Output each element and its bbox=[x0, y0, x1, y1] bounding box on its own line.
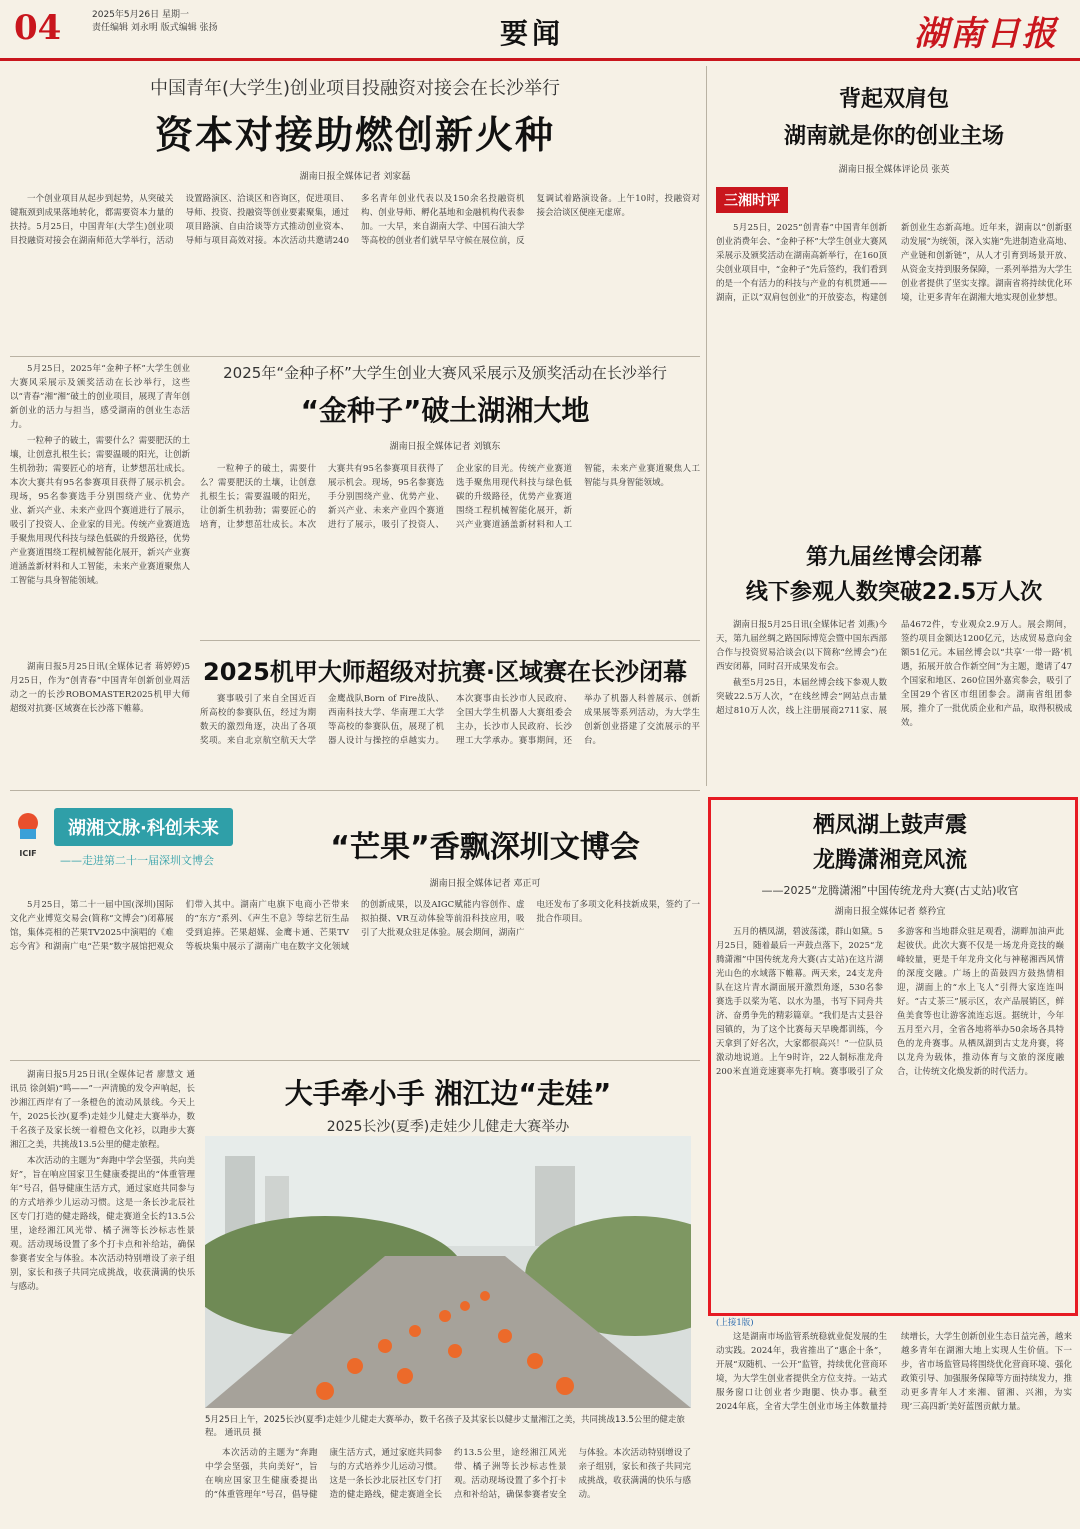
run-photo-caption: 5月25日上午，2025长沙(夏季)走娃少儿健走大赛举办，数千名孩子及其家长以健步丈量湘江之美，共同挑战13.5公里的健走旅程。 通讯员 摄 bbox=[205, 1415, 685, 1438]
run-body: 本次活动的主题为“奔跑中学会坚强，共向美好”，旨在响应国家卫生健康委提出的“体重管理年”号召，倡导健康生活方式，通过家庭共同参与的方式培养少儿运动习惯。这是一条长沙北辰社区专门打造的健走路线，健走赛道全长约13.5公里，途经湘江风光带、橘子洲等长沙标志性景观。活动现场设置了多个打卡点和补给站，确保参赛者安全与体验。本次活动特别增设了亲子组别，家长和孩子共同完成挑战，收获满满的快乐与感动。 bbox=[205, 1448, 691, 1500]
mango-banner-sub: ——走进第二十一届深圳文博会 bbox=[60, 854, 214, 867]
mecha-body: 赛事吸引了来自全国近百所高校的参赛队伍，经过为期数天的激烈角逐，决出了各项奖项。来自北京航空航天大学金鹰战队Born of Fire战队、西南科技大学、华南理工大学等高校的参赛队伍，展现了机器人设计与操控的卓越实力。本次赛事由长沙市人民政府、全国大学生机器人大赛组委会主办，长沙市人民政府、长沙理工大学承办。赛事期间，还举办了机器人科普展示、创新成果展等系列活动，为大学生创新创业搭建了交流展示的平台。 bbox=[200, 694, 700, 746]
commentary-title-2: 湖南就是你的创业主场 bbox=[783, 124, 1004, 149]
run-photo-image bbox=[205, 1136, 691, 1408]
divider bbox=[10, 1060, 700, 1061]
dragon-boat-byline: 湖南日报全媒体记者 蔡矜宜 bbox=[834, 907, 946, 917]
golden-seed-intro: 5月25日，2025年“金种子杯”大学生创业大赛风采展示及颁奖活动在长沙举行，这些以“青春”湘“湘”破土的创业项目，展现了青年创新创业的活力与担当，感受湖南的创业生态活力。 一粒种子的破土，需要什么？需要肥沃的土壤，让创意扎根生长；需要温暖的阳光，让创新生机勃勃；需要匠心的培育，让梦想茁壮成长。本次大赛共有95名参赛项目获得了展示机会。现场，95名参赛选手分别围绕产业、优势产业、新兴产业、未来产业四个赛道进行了展示，吸引了投资人、企业家的目光。传统产业赛道选手聚焦用现代科技与绿色低碳的升级路径，优势产业赛道围绕工程机械智能化展开，新兴产业赛道涵盖新材料和人工智能，未来产业赛道聚焦人工智能与具身智能领域。 bbox=[10, 364, 190, 586]
silk-expo-body: 湖南日报5月25日讯(全媒体记者 刘燕)今天，第九届丝绸之路国际博览会暨中国东西部合作与投资贸易洽谈会(以下简称“丝博会”)在西安闭幕，同时召开成果发布会。 截至5月25日，本届丝博会线下参观人数突破22.5万人次，“在线丝博会”网站点击量超过810万人次，线上注册展商2711家、展品4672件，专业观众2.9万人。展会期间，签约项目金额达1200亿元，达成贸易意向金额51亿元。本届丝博会以“共享‘一带一路’机遇，拓展开放合作新空间”为主题，邀请了47个国家和地区、260位国外嘉宾参会，吸引了全国29个省区市组团参会。湖南省组团参展，推介了一批优质企业和产品，取得积极成效。 bbox=[716, 620, 1072, 728]
golden-seed-body: 一粒种子的破土，需要什么？需要肥沃的土壤，让创意扎根生长；需要温暖的阳光，让创新生机勃勃；需要匠心的培育，让梦想茁壮成长。本次大赛共有95名参赛项目获得了展示机会。现场，95名参赛选手分别围绕产业、优势产业、新兴产业、未来产业四个赛道进行了展示，吸引了投资人、企业家的目光。传统产业赛道选手聚焦用现代科技与绿色低碳的升级路径，优势产业赛道围绕工程机械智能化展开，新兴产业赛道涵盖新材料和人工智能，未来产业赛道聚焦人工智能与具身智能领域。 bbox=[200, 464, 700, 530]
golden-seed-title: “金种子”破土湖湘大地 bbox=[300, 394, 590, 427]
lead-body: 一个创业项目从起步到起势，从突破关键瓶颈到成果落地转化，都需要资本力量的扶持。5月25日，中国青年(大学生)创业项目投融资对接会在湖南师范大学举行，活动设置路演区、洽谈区和咨询区，促进项目、导师、投资、投融资等创业要素聚集，通过项目路演、自由洽谈等方式推动创业资本、导师与项目高效对接。本次活动共邀请240多名青年创业代表以及150余名投融资机构、创业导师、孵化基地和金融机构代表参加。一大早，来自湖南大学、中国石油大学等高校的创业者们就早早守候在展位前，反复调试着路演设备。上午10时，投融资对接会洽谈区便座无虚席。 bbox=[10, 194, 700, 246]
lead-kicker: 中国青年(大学生)创业项目投融资对接会在长沙举行 bbox=[149, 78, 561, 99]
silk-expo-title-1: 第九届丝博会闭幕 bbox=[805, 545, 982, 570]
run-title: 大手牵小手 湘江边“走娃” bbox=[284, 1077, 612, 1110]
divider bbox=[200, 640, 700, 641]
mango-banner bbox=[10, 808, 260, 868]
issue-editors: 责任编辑 刘永明 版式编辑 张扬 bbox=[92, 23, 218, 33]
dragon-boat-article bbox=[716, 808, 1064, 1303]
commentary-tag: 三湘时评 bbox=[716, 187, 1072, 213]
run-lede: 湖南日报5月25日讯(全媒体记者 廖慧文 通讯员 徐剑娟)“鸣——”一声清脆的发令声响起，长沙湘江西岸有了一条橙色的流动风景线。今天上午，2025长沙(夏季)走娃少儿健走大赛举办，数千名孩子及家长统一着橙色文化衫，以跑步大赛湘江之美，共挑战13.5公里的健走旅程。 本次活动的主题为“奔跑中学会坚强，共向美好”，旨在响应国家卫生健康委提出的“体重管理年”号召，倡导健康生活方式，通过家庭共同参与的方式培养少儿运动习惯。这是一条长沙北辰社区专门打造的健走路线，健走赛道全长约13.5公里，途经湘江风光带、橘子洲等长沙标志性景观。活动现场设置了多个打卡点和补给站，确保参赛者安全与体验。本次活动特别增设了亲子组别，家长和孩子共同完成挑战，收获满满的快乐与感动。 bbox=[10, 1070, 195, 1292]
lead-title: 资本对接助燃创新火种 bbox=[154, 113, 555, 157]
commentary-title-1: 背起双肩包 bbox=[838, 87, 949, 112]
mecha-lede: 湖南日报5月25日讯(全媒体记者 蒋婷婷)5月25日，作为“创青春”中国青年创新创业周活动之一的长沙ROBOMASTER2025机甲大师超级对抗赛·区域赛在长沙落下帷幕。 bbox=[10, 662, 190, 714]
mango-banner-title: 湖湘文脉·科创未来 bbox=[54, 808, 233, 846]
dragon-boat-title-1: 栖凤湖上鼓声震 bbox=[812, 813, 967, 838]
continued-body: 这是湖南市场监管系统稳就业促发展的生动实践。2024年，我省推出了“惠企十条”，开展“双随机、一公开”监管，持续优化营商环境，为大学生创业者提供全方位支持。一站式服务窗口让创业者少跑腿、快办事。截至2024年底，全省大学生创业市场主体数量持续增长，大学生创新创业生态日益完善，越来越多青年在湖湘大地上实现人生价值。下一步，省市场监管局将围绕优化营商环境、强化政策引导、加强服务保障等方面持续发力，推动更多青年人才来湘、留湘、兴湘，为实现‘三高四新’美好蓝图贡献力量。 bbox=[716, 1332, 1072, 1412]
divider bbox=[10, 790, 700, 791]
dragon-boat-body: 五月的栖凤湖，碧波荡漾，群山如黛。5月25日，随着最后一声鼓点落下，2025“龙腾潇湘”中国传统龙舟大赛(古丈站)在这片湖光山色的水域落下帷幕。两天来，24支龙舟队在这片青水湖面展开激烈角逐，530名参赛选手以桨为笔、以水为墨，书写下同舟共济、奋勇争先的精彩篇章。“我们是古丈县谷园镇的，为了这个比赛每天早晚都训练，今天拿到了好名次，大家都很高兴！”一位队员激动地说道。上午9时许，22人制标准龙舟200米直道竞速赛率先打响。赛事吸引了众多游客和当地群众驻足观看，湖畔加油声此起彼伏。此次大赛不仅是一场龙舟竞技的巅峰较量，更是千年龙舟文化与神秘湘西风情的深度交融。广场上的苗鼓四方鼓热情相迎，湖面上的“水上飞人”引得大家连连叫好。“古丈茶三”展示区，农产品展销区，鲜鱼美食等也让游客流连忘返。据统计，今年五月至六月，全省各地将举办50余场各具特色的龙舟赛事。从栖凤湖到古丈龙舟赛，将以龙舟为载体，推动体育与文旅的深度融合，让传统文化焕发新的时代活力。 bbox=[716, 927, 1064, 1077]
run-article bbox=[205, 1072, 691, 1136]
silk-expo-article bbox=[716, 540, 1072, 790]
mecha-title: 2025机甲大师超级对抗赛·区域赛在长沙闭幕 bbox=[203, 658, 687, 686]
issue-meta bbox=[92, 9, 218, 35]
run-subtitle: 2025长沙(夏季)走娃少儿健走大赛举办 bbox=[326, 1119, 570, 1135]
dragon-boat-subtitle: ——2025“龙腾潇湘”中国传统龙舟大赛(古丈站)收官 bbox=[761, 884, 1019, 897]
commentary-article bbox=[716, 82, 1072, 579]
mango-article bbox=[270, 822, 700, 889]
silk-expo-title-2: 线下参观人数突破22.5万人次 bbox=[745, 580, 1043, 605]
mango-title: “芒果”香飘深圳文博会 bbox=[330, 830, 640, 865]
icif-logo-icon: ICIF bbox=[10, 809, 46, 845]
lead-article bbox=[10, 74, 700, 362]
divider bbox=[10, 356, 700, 357]
page-number: 04 bbox=[14, 8, 62, 48]
page-header bbox=[0, 0, 1080, 61]
commentary-body: 5月25日，2025“创青春”中国青年创新创业消费年会、“金种子杯”大学生创业大赛风采展示及颁奖活动在湖南高新举行，在160顶尖创业项目中，“金种子”先后签约，我们看到的是一个有活力的科技与产业的有机贯通——湖南，正以“双肩包创业”的开放姿态，构建创新创业生态新高地。近年来，湖南以“创新驱动发展”为统领，深入实施“先进制造业高地、产业链和创新链”，从人才引育到场景开放、从资金支持到服务保障，一系列举措为大学生创业者提供了坚实支撑。湖南省将持续优化环境，让更多青年在湖湘大地实现创业梦想。 bbox=[716, 223, 1072, 303]
continued-article bbox=[716, 1316, 1072, 1526]
continued-label: (上接1版) bbox=[716, 1318, 754, 1328]
dragon-boat-title-2: 龙腾潇湘竞风流 bbox=[812, 848, 967, 873]
column-divider bbox=[706, 66, 707, 786]
run-photo bbox=[205, 1136, 691, 1408]
section-title: 要闻 bbox=[500, 17, 565, 50]
lead-byline: 湖南日报全媒体记者 刘家磊 bbox=[299, 172, 411, 182]
issue-date: 2025年5月26日 星期一 bbox=[92, 10, 189, 20]
mango-byline: 湖南日报全媒体记者 邓正可 bbox=[429, 879, 541, 889]
mango-body: 5月25日，第二十一届中国(深圳)国际文化产业博览交易会(简称“文博会”)闭幕展馆，集体亮相的芒果TV2025中演唱的《难忘今宵》和湖南广电“芒果”数字展馆把观众们带入其中。湖南广电旗下电商小芒带来的“东方”系列、《声生不息》等综艺衍生品受到追捧。芒果超媒、金鹰卡通、芒果TV等板块集中展示了湖南广电在数字文化领域的创新成果，以及AIGC赋能内容创作、虚拟拍摄、VR互动体验等前沿科技应用，吸引了大批观众驻足体验。展会期间，湖南广电还发布了多项文化科技新成果，签约了一批合作项目。 bbox=[10, 900, 700, 952]
masthead-logo: 湖南日报 bbox=[914, 14, 1058, 54]
golden-seed-byline: 湖南日报全媒体记者 刘镇东 bbox=[389, 442, 501, 452]
commentary-byline: 湖南日报全媒体评论员 张英 bbox=[838, 165, 950, 175]
golden-seed-kicker: 2025年“金种子杯”大学生创业大赛风采展示及颁奖活动在长沙举行 bbox=[223, 364, 667, 382]
